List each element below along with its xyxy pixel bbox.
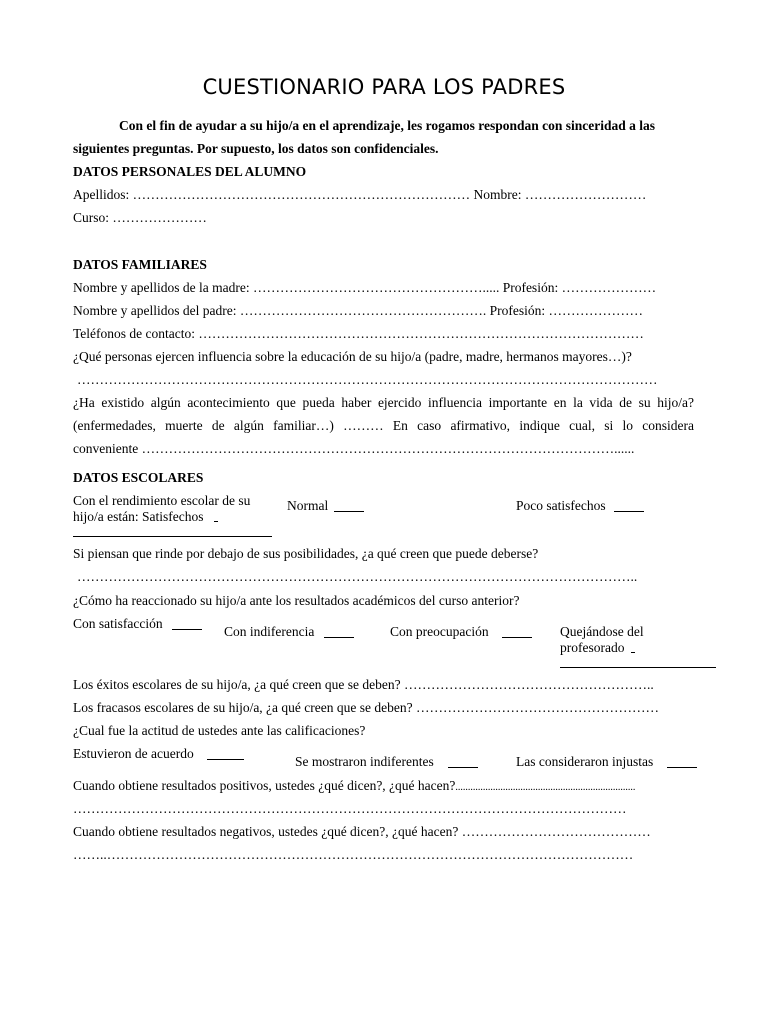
preocupacion-blank[interactable] [502, 625, 532, 638]
influencia-question: ¿Qué personas ejercen influencia sobre la educación de su hijo/a (padre, madre, hermanos mayores…)? [73, 349, 632, 364]
telefonos-field[interactable]: Teléfonos de contacto: ……………………………………………………………………………………… [73, 326, 644, 341]
satisfaccion-blank[interactable] [172, 617, 202, 630]
apellidos-field[interactable]: Apellidos: ………………………………………………………………… Nombre: ……………………… [73, 187, 647, 202]
curso-field[interactable]: Curso: ………………… [73, 210, 207, 225]
indiferencia-label: Con indiferencia [224, 624, 315, 639]
poco-satisfechos-label: Poco satisfechos [516, 498, 606, 513]
acontecimiento-line-1: ¿Ha existido algún acontecimiento que pueda haber ejercido influencia importante en la vida de su hijo/a? [73, 395, 694, 410]
intro-line-2: siguientes preguntas. Por supuesto, los datos son confidenciales. [73, 141, 439, 156]
rendimiento-line-1: Con el rendimiento escolar de su [73, 493, 251, 508]
debajo-answer[interactable]: …………………………………………………………………………………………………………….. [77, 569, 638, 584]
acuerdo-blank[interactable] [207, 747, 244, 760]
normal-label: Normal [287, 498, 329, 513]
reaccion-question: ¿Cómo ha reaccionado su hijo/a ante los resultados académicos del curso anterior? [73, 593, 520, 608]
fracasos-field[interactable]: Los fracasos escolares de su hijo/a, ¿a qué creen que se deben? ……………………………………………… [73, 700, 659, 715]
quejandose-blank-short[interactable] [631, 640, 635, 653]
madre-field[interactable]: Nombre y apellidos de la madre: ……………………………………………..... Profesión: ………………… [73, 280, 657, 295]
quejandose-line-2: profesorado [560, 640, 625, 655]
acontecimiento-answer[interactable]: conveniente ……………………………………………………………………………………………...... [73, 441, 635, 456]
normal-blank[interactable] [334, 499, 364, 512]
injustas-label: Las consideraron injustas [516, 754, 654, 769]
actitud-question: ¿Cual fue la actitud de ustedes ante las calificaciones? [73, 723, 366, 738]
debajo-question: Si piensan que rinde por debajo de sus posibilidades, ¿a qué creen que puede deberse? [73, 546, 539, 561]
positivos-answer[interactable]: …………………………………………………………………………………………………………… [73, 801, 627, 816]
rendimiento-line-2: hijo/a están: Satisfechos [73, 509, 204, 524]
positivos-question-text: Cuando obtiene resultados positivos, ustedes ¿qué dicen?, ¿qué hacen? [73, 778, 456, 793]
influencia-answer[interactable]: ………………………………………………………………………………………………………………… [77, 372, 658, 387]
intro-line-1: Con el fin de ayudar a su hijo/a en el aprendizaje, les rogamos respondan con sinceridad a las [119, 118, 656, 133]
indiferencia-blank[interactable] [324, 625, 354, 638]
acuerdo-label: Estuvieron de acuerdo [73, 746, 194, 761]
acontecimiento-line-2: (enfermedades, muerte de algún familiar…) ……… En caso afirmativo, indique cual, si lo considera [73, 418, 694, 433]
injustas-blank[interactable] [667, 755, 697, 768]
quejandose-line-1: Quejándose del [560, 624, 644, 639]
satisfechos-blank-short[interactable] [214, 509, 218, 522]
indiferentes-label: Se mostraron indiferentes [295, 754, 434, 769]
familiares-heading: DATOS FAMILIARES [73, 257, 207, 272]
quejandose-blank[interactable] [560, 667, 716, 669]
positivos-inline-dots[interactable]: ........................................................................ [455, 782, 636, 793]
preocupacion-label: Con preocupación [390, 624, 489, 639]
negativos-answer[interactable]: ……..……………………………………………………………………………………………………… [73, 847, 634, 862]
exitos-field[interactable]: Los éxitos escolares de su hijo/a, ¿a qué creen que se deben? ……………………………………………….. [73, 677, 654, 692]
personal-heading: DATOS PERSONALES DEL ALUMNO [73, 164, 307, 179]
page-title: CUESTIONARIO PARA LOS PADRES [202, 75, 566, 99]
poco-satisfechos-blank[interactable] [614, 499, 644, 512]
padre-field[interactable]: Nombre y apellidos del padre: ………………………………………………. Profesión: ………………… [73, 303, 643, 318]
satisfaccion-label: Con satisfacción [73, 616, 163, 631]
satisfechos-blank[interactable] [73, 536, 272, 538]
positivos-question [73, 778, 635, 796]
indiferentes-blank[interactable] [448, 755, 478, 768]
negativos-field[interactable]: Cuando obtiene resultados negativos, ustedes ¿qué dicen?, ¿qué hacen? …………………………………… [73, 824, 651, 839]
escolares-heading: DATOS ESCOLARES [73, 470, 204, 485]
